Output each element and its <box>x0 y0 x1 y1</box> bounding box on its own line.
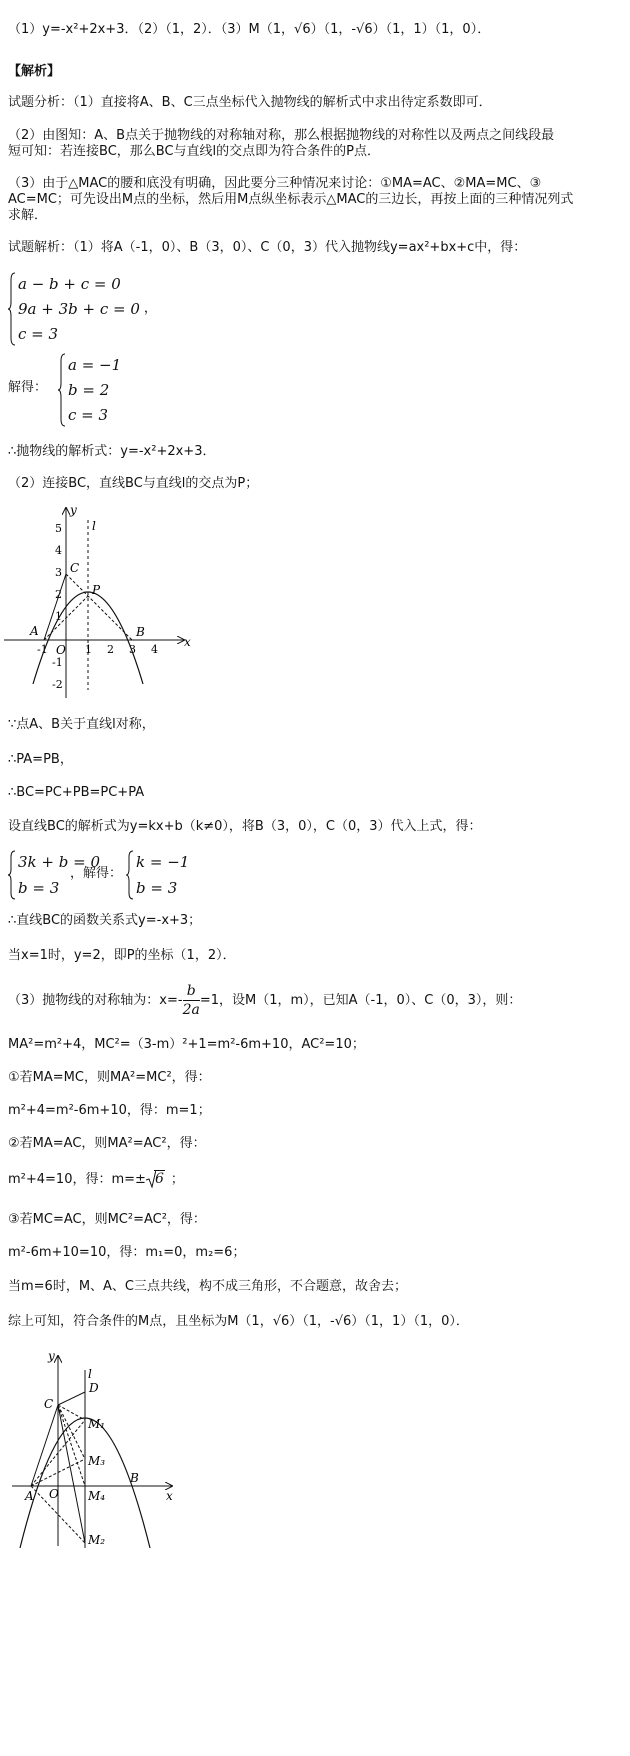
label-O: O <box>49 1487 59 1501</box>
symmetry-statement: ∵点A、B关于直线l对称， <box>8 717 155 732</box>
system3-eq2: b = 3 <box>18 879 60 897</box>
line-ac <box>31 1405 58 1486</box>
part3-text-b: =1，设M（1，m），已知A（-1，0）、C（0，3），则： <box>199 992 522 1008</box>
system1-eq3: c = 3 <box>18 325 59 343</box>
label-O: O <box>56 643 66 657</box>
y-axis-label: y <box>70 503 77 517</box>
brace-icon <box>126 850 134 900</box>
system2-eq1: a = −1 <box>68 356 122 374</box>
system1-eq1: a − b + c = 0 <box>18 275 121 293</box>
solution-intro: 试题解析：（1）将A（-1，0）、B（3，0）、C（0，3）代入抛物线y=ax²+bx+c中，得： <box>8 240 527 255</box>
label-M4: M₄ <box>88 1489 106 1503</box>
p-coordinate: 当x=1时，y=2，即P的坐标（1，2）． <box>8 948 236 963</box>
label-A: A <box>30 624 39 638</box>
case3-title: ③若MC=AC，则MC²=AC²，得： <box>8 1212 206 1227</box>
y-tick: 1 <box>55 610 62 623</box>
case2-equation <box>8 1171 184 1188</box>
answer-text: （1）y=-x²+2x+3．（2）（1，2）．（3）M（1，√6）（1，-√6）（1，1）（1，0）． <box>8 22 491 37</box>
y-tick: 5 <box>55 522 62 535</box>
x-tick: -1 <box>37 643 48 656</box>
line-c-m1 <box>58 1405 85 1420</box>
brace-icon <box>8 272 16 346</box>
label-P: P <box>92 583 101 597</box>
line-c-m3 <box>58 1405 85 1459</box>
y-tick: 3 <box>55 566 62 579</box>
fraction-numerator: b <box>183 982 200 1001</box>
label-C: C <box>70 561 80 575</box>
system2-eq2: b = 2 <box>68 381 110 399</box>
equation-system-1 <box>8 272 157 346</box>
label-A: A <box>25 1489 34 1503</box>
label-M1: M₁ <box>88 1417 106 1431</box>
part3-axis-line <box>8 982 521 1019</box>
fraction-b-over-2a <box>183 982 200 1019</box>
analysis-p3-line3: 求解． <box>8 208 48 223</box>
bc-function: ∴直线BC的函数关系式y=-x+3； <box>8 913 202 928</box>
reject-statement: 当m=6时，M、A、C三点共线，构不成三角形，不合题意，故舍去； <box>8 1279 408 1294</box>
label-D: D <box>89 1381 99 1395</box>
x-tick: 2 <box>107 643 114 656</box>
x-tick: 3 <box>129 643 136 656</box>
x-tick: 1 <box>85 643 92 656</box>
solve-label: 解得： <box>8 380 48 395</box>
analysis-heading: 【解析】 <box>8 64 61 79</box>
y-tick: 4 <box>55 544 62 557</box>
analysis-p2-line1: （2）由图知：A、B点关于抛物线的对称轴对称，那么根据抛物线的对称性以及两点之间线段最 <box>8 128 555 143</box>
case2-text: m²+4=10，得：m=± <box>8 1171 146 1187</box>
y-tick: -2 <box>52 678 63 691</box>
distance-formulas: MA²=m²+4，MC²=（3-m）²+1=m²-6m+10，AC²=10； <box>8 1037 365 1052</box>
bc-sum: ∴BC=PC+PB=PC+PA <box>8 785 145 800</box>
label-B: B <box>130 1471 139 1485</box>
analysis-p2-line2: 短可知：若连接BC，那么BC与直线l的交点即为符合条件的P点． <box>8 144 380 159</box>
system1-tail: ， <box>143 301 157 316</box>
sqrt-radicand: 6 <box>154 1171 164 1187</box>
x-tick: 4 <box>151 643 158 656</box>
system4-eq2: b = 3 <box>136 879 178 897</box>
analysis-p3-line2: AC=MC；可先设出M点的坐标，然后用M点纵坐标表示△MAC的三边长，再按上面的三种情况列式 <box>8 192 574 207</box>
brace-icon <box>8 850 16 900</box>
case2-tail: ； <box>170 1171 184 1187</box>
part2-intro: （2）连接BC，直线BC与直线l的交点为P； <box>8 476 259 491</box>
line-setup: 设直线BC的解析式为y=kx+b（k≠0），将B（3，0），C（0，3）代入上式，得： <box>8 819 482 834</box>
figure-2-graph <box>0 1348 200 1553</box>
case3-equation: m²-6m+10=10，得：m₁=0，m₂=6； <box>8 1245 246 1260</box>
equation-system-2 <box>58 353 121 427</box>
label-M3: M₃ <box>88 1454 106 1468</box>
y-tick: 2 <box>55 588 62 601</box>
conclusion: 综上可知，符合条件的M点，且坐标为M（1，√6）（1，-√6）（1，1）（1，0）． <box>8 1314 469 1329</box>
equation-system-4 <box>126 850 189 900</box>
label-B: B <box>136 625 145 639</box>
y-tick: -1 <box>52 656 63 669</box>
line-ac <box>44 574 66 640</box>
parabola-result: ∴抛物线的解析式：y=-x²+2x+3． <box>8 444 216 459</box>
line-c-d <box>58 1392 85 1405</box>
label-l: l <box>88 1367 92 1381</box>
figure-1-graph <box>0 500 200 710</box>
brace-icon <box>58 353 66 427</box>
analysis-p3-line1: （3）由于△MAC的腰和底没有明确，因此要分三种情况来讨论：①MA=AC、②MA=MC、③ <box>8 176 542 191</box>
part3-text-a: （3）抛物线的对称轴为：x=- <box>8 992 183 1008</box>
system1-eq2: 9a + 3b + c = 0 <box>18 300 140 318</box>
analysis-p1: 试题分析：（1）直接将A、B、C三点坐标代入抛物线的解析式中求出待定系数即可． <box>8 95 492 110</box>
case1-equation: m²+4=m²-6m+10，得：m=1； <box>8 1103 211 1118</box>
fraction-denominator: 2a <box>182 1002 200 1018</box>
solve-label-2: ，解得： <box>70 866 123 881</box>
case1-title: ①若MA=MC，则MA²=MC²，得： <box>8 1070 211 1085</box>
y-axis-label: y <box>48 1349 55 1363</box>
case2-title: ②若MA=AC，则MA²=AC²，得： <box>8 1136 206 1151</box>
answer-line <box>8 22 490 38</box>
pa-equals-pb: ∴PA=PB， <box>8 752 73 767</box>
system3-eq1: 3k + b = 0 <box>18 853 100 871</box>
sqrt-symbol <box>146 1171 165 1188</box>
system4-eq1: k = −1 <box>136 853 190 871</box>
label-C: C <box>44 1397 54 1411</box>
x-axis-label: x <box>166 1489 173 1503</box>
label-M2: M₂ <box>88 1533 106 1547</box>
label-l: l <box>92 519 96 533</box>
x-axis-label: x <box>184 635 191 649</box>
system2-eq3: c = 3 <box>68 406 109 424</box>
